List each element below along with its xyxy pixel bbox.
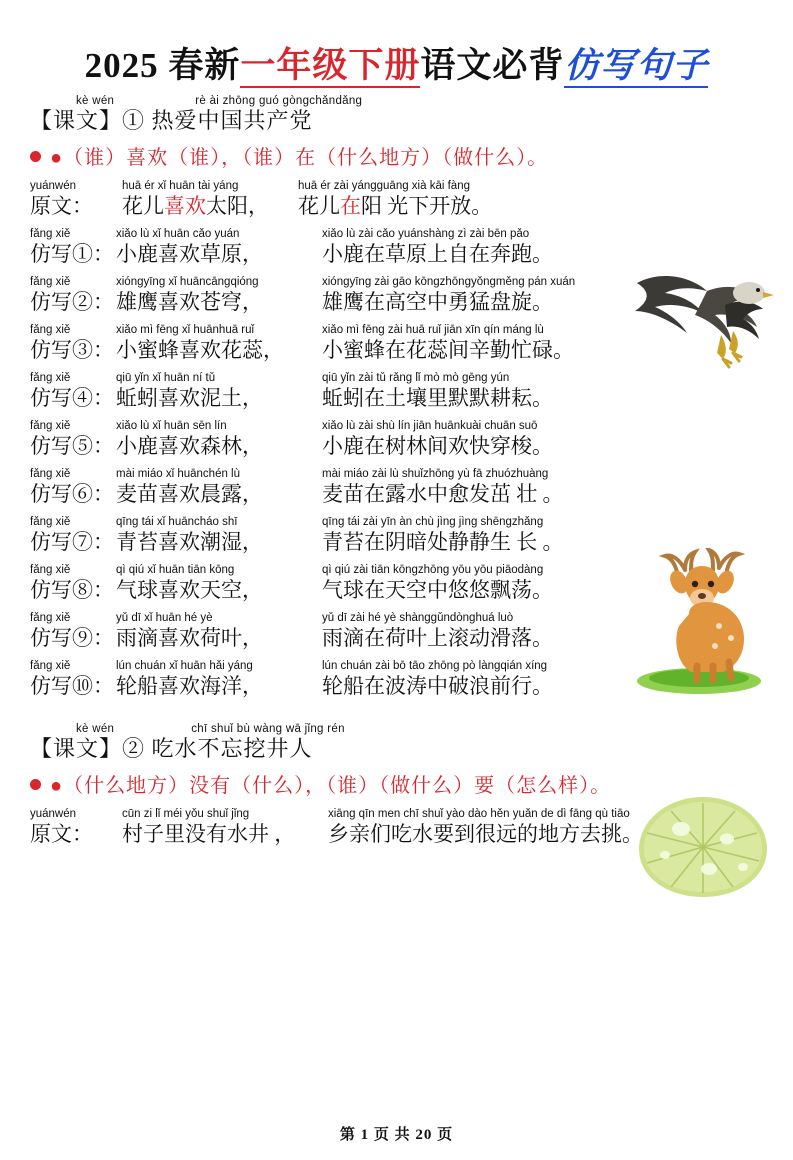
imitation-row-pinyin [30, 371, 763, 385]
imitation-row [30, 275, 763, 316]
imitation-row-text [30, 481, 763, 508]
imitation-clause-b: 气球在天空中悠悠飘荡。 [322, 578, 553, 602]
imitation-clause-b: 小蜜蜂在花蕊间辛勤忙碌。 [322, 338, 574, 362]
imitation-row-pinyin [30, 275, 763, 289]
imitation-row-text [30, 529, 763, 556]
imitation-row [30, 611, 763, 652]
imitation-row [30, 227, 763, 268]
imitation-clause-b-pinyin: xiǎo lù zài shù lín jiān huānkuài chuān suō [322, 420, 538, 432]
imitation-clause-a: 青苔喜欢潮湿， [116, 530, 263, 554]
sentence-pattern-1 [30, 144, 763, 172]
original-clause-b: 乡亲们吃水要到很远的地方去挑。 [328, 822, 643, 846]
imitation-row [30, 563, 763, 604]
imitation-row [30, 323, 763, 364]
imitation-clause-a-pinyin: xiǎo lù xǐ huān cǎo yuán [116, 228, 240, 240]
imitation-clause-a: 小鹿喜欢森林， [116, 434, 263, 458]
lesson-text: 吃水不忘挖井人 [151, 736, 313, 761]
imitation-label: 仿写⑧： [30, 578, 114, 602]
imitation-clause-b-pinyin: mài miáo zài lù shuǐzhōng yù fā zhuózhuàng [322, 468, 549, 480]
imitation-label-pinyin: fǎng xiě [30, 660, 71, 672]
imitation-clause-b: 青苔在阴暗处静静生 长 。 [322, 530, 564, 554]
title-part-grade: 一年级下册 [240, 46, 420, 88]
imitation-clause-b: 小鹿在树林间欢快穿梭。 [322, 434, 553, 458]
imitation-clause-a-pinyin: xiǎo lù xǐ huān sēn lín [116, 420, 227, 432]
lesson-heading-1-pinyin [76, 94, 763, 108]
worksheet-page [0, 38, 793, 1160]
imitation-label: 仿写⑩： [30, 674, 114, 698]
imitation-clause-b: 小鹿在草原上自在奔跑。 [322, 242, 553, 266]
imitation-row-text [30, 433, 763, 460]
bullet-dot-icon [30, 151, 41, 162]
imitation-clause-a-pinyin: qì qiú xǐ huān tiān kōng [116, 564, 235, 576]
imitation-row-pinyin [30, 563, 763, 577]
lesson-heading-1-text [30, 108, 763, 134]
original-sentence-2 [30, 807, 763, 848]
imitation-label: 仿写④： [30, 386, 114, 410]
imitation-label: 仿写③： [30, 338, 114, 362]
imitation-clause-b: 麦苗在露水中愈发茁 壮 。 [322, 482, 564, 506]
imitation-label: 仿写⑥： [30, 482, 114, 506]
lesson-label: 【课文】① [30, 108, 146, 133]
imitation-clause-a-pinyin: yǔ dī xǐ huān hé yè [116, 612, 213, 624]
lesson-text-pinyin: chī shuǐ bù wàng wā jǐng rén [191, 723, 345, 735]
imitation-label-pinyin: fǎng xiě [30, 372, 71, 384]
imitation-label-pinyin: fǎng xiě [30, 228, 71, 240]
imitation-clause-b-pinyin: lún chuán zài bō tāo zhōng pò làngqián xíng [322, 660, 548, 672]
original-sentence-1-pinyin [30, 179, 763, 193]
imitation-clause-b-pinyin: xiǎo mì fēng zài huā ruǐ jiān xīn qín máng lù [322, 324, 544, 336]
lesson-text-pinyin: rè ài zhōng guó gòngchǎndǎng [195, 95, 363, 107]
imitation-clause-b: 轮船在波涛中破浪前行。 [322, 674, 553, 698]
lesson-heading-2 [30, 722, 763, 762]
title-part-year: 2025 春新 [84, 46, 241, 85]
lesson-text: 热爱中国共产党 [151, 108, 313, 133]
imitation-row-text [30, 289, 763, 316]
imitation-clause-b: 雄鹰在高空中勇猛盘旋。 [322, 290, 553, 314]
imitation-clause-a-pinyin: qīng tái xǐ huāncháo shī [116, 516, 238, 528]
original-clause-a-pinyin: huā ér xǐ huān tài yáng [122, 180, 239, 192]
imitation-clause-a-pinyin: xióngyīng xǐ huāncāngqióng [116, 276, 259, 288]
original-label-pinyin: yuánwén [30, 180, 77, 192]
original-clause-b-pinyin: huā ér zài yángguāng xià kāi fàng [298, 180, 470, 192]
imitation-clause-b-pinyin: yǔ dī zài hé yè shànggǔndònghuá luò [322, 612, 514, 624]
keyword-zai: 在 [340, 194, 361, 218]
imitation-label-pinyin: fǎng xiě [30, 516, 71, 528]
original-clause-b: 花儿在阳 光下开放。 [298, 194, 493, 218]
imitation-row-pinyin [30, 611, 763, 625]
imitation-clause-a: 雄鹰喜欢苍穹， [116, 290, 263, 314]
imitation-clause-a-pinyin: mài miáo xǐ huānchén lù [116, 468, 241, 480]
lesson-heading-2-text [30, 736, 763, 762]
imitation-label-pinyin: fǎng xiě [30, 468, 71, 480]
imitation-row [30, 371, 763, 412]
original-label: 原文： [30, 822, 93, 846]
imitation-row-pinyin [30, 659, 763, 673]
imitation-clause-b: 蚯蚓在土壤里默默耕耘。 [322, 386, 553, 410]
lesson-label-pinyin: kè wén [76, 723, 115, 735]
imitation-label: 仿写②： [30, 290, 114, 314]
sentence-pattern-1-text: ●（谁）喜欢（谁），（谁）在（什么地方）（做什么）。 [50, 147, 549, 169]
sentence-pattern-2 [30, 772, 763, 800]
title-part-topic: 仿写句子 [564, 46, 708, 88]
imitation-label: 仿写⑤： [30, 434, 114, 458]
page-title [0, 38, 793, 88]
imitation-label-pinyin: fǎng xiě [30, 612, 71, 624]
imitation-label: 仿写⑦： [30, 530, 114, 554]
imitation-label: 仿写⑨： [30, 626, 114, 650]
imitation-label: 仿写①： [30, 242, 114, 266]
bullet-dot-icon [30, 779, 41, 790]
imitation-row-text [30, 577, 763, 604]
imitation-row-text [30, 241, 763, 268]
original-sentence-2-pinyin [30, 807, 763, 821]
imitation-row-pinyin [30, 467, 763, 481]
document-body [30, 94, 763, 848]
imitation-clause-a-pinyin: lún chuán xǐ huān hǎi yáng [116, 660, 253, 672]
imitation-clause-a-pinyin: qiū yǐn xǐ huān ní tǔ [116, 372, 216, 384]
imitation-clause-b-pinyin: qīng tái zài yīn àn chù jìng jìng shēngzhǎng [322, 516, 544, 528]
lesson-label-pinyin: kè wén [76, 95, 115, 107]
imitation-row-pinyin [30, 227, 763, 241]
imitation-clause-a: 麦苗喜欢晨露， [116, 482, 263, 506]
imitation-clause-a: 蚯蚓喜欢泥土， [116, 386, 263, 410]
imitation-row [30, 419, 763, 460]
imitation-row-text [30, 337, 763, 364]
imitation-clause-b-pinyin: qì qiú zài tiān kōngzhōng yōu yōu piāodàng [322, 564, 544, 576]
lesson-label: 【课文】② [30, 736, 146, 761]
imitation-row-text [30, 673, 763, 700]
imitation-row-text [30, 625, 763, 652]
imitation-row-text [30, 385, 763, 412]
imitation-row [30, 515, 763, 556]
original-clause-a: 花儿喜欢太阳， [122, 194, 269, 218]
imitation-label-pinyin: fǎng xiě [30, 276, 71, 288]
original-clause-a: 村子里没有水井 ， [122, 822, 296, 846]
lesson-heading-2-pinyin [76, 722, 763, 736]
imitation-clause-b: 雨滴在荷叶上滚动滑落。 [322, 626, 553, 650]
imitation-clause-a: 小鹿喜欢草原， [116, 242, 263, 266]
imitation-clause-a-pinyin: xiǎo mì fēng xǐ huānhuā ruǐ [116, 324, 255, 336]
original-sentence-2-text [30, 821, 763, 848]
imitation-row [30, 659, 763, 700]
imitation-clause-b-pinyin: qiū yǐn zài tǔ rǎng lǐ mò mò gēng yún [322, 372, 510, 384]
original-sentence-1-text [30, 193, 763, 220]
keyword-xihuan: 喜欢 [164, 194, 206, 218]
imitation-row-pinyin [30, 419, 763, 433]
title-part-subject: 语文必背 [420, 46, 565, 85]
imitation-clause-a: 雨滴喜欢荷叶， [116, 626, 263, 650]
sentence-pattern-2-text: ●（什么地方）没有（什么），（谁）（做什么）要（怎么样）。 [50, 775, 612, 797]
imitation-label-pinyin: fǎng xiě [30, 324, 71, 336]
original-sentence-1 [30, 179, 763, 220]
page-footer: 第 1 页 共 20 页 [339, 1127, 454, 1143]
original-label-pinyin: yuánwén [30, 808, 77, 820]
original-clause-a-pinyin: cūn zi lǐ méi yǒu shuǐ jǐng [122, 808, 250, 820]
lesson-heading-1 [30, 94, 763, 134]
original-clause-b-pinyin: xiāng qīn men chī shuǐ yào dào hěn yuǎn de dì fāng qù tiāo [328, 808, 630, 820]
imitation-clause-b-pinyin: xióngyīng zài gāo kōngzhōngyǒngměng pán xuán [322, 276, 576, 288]
imitation-label-pinyin: fǎng xiě [30, 420, 71, 432]
imitation-row [30, 467, 763, 508]
imitation-clause-a: 气球喜欢天空， [116, 578, 263, 602]
imitation-clause-a: 小蜜蜂喜欢花蕊， [116, 338, 284, 362]
imitation-row-pinyin [30, 323, 763, 337]
imitation-row-pinyin [30, 515, 763, 529]
imitation-clause-b-pinyin: xiǎo lù zài cǎo yuánshàng zì zài bēn pǎo [322, 228, 530, 240]
imitation-clause-a: 轮船喜欢海洋， [116, 674, 263, 698]
original-label: 原文： [30, 194, 93, 218]
imitation-label-pinyin: fǎng xiě [30, 564, 71, 576]
